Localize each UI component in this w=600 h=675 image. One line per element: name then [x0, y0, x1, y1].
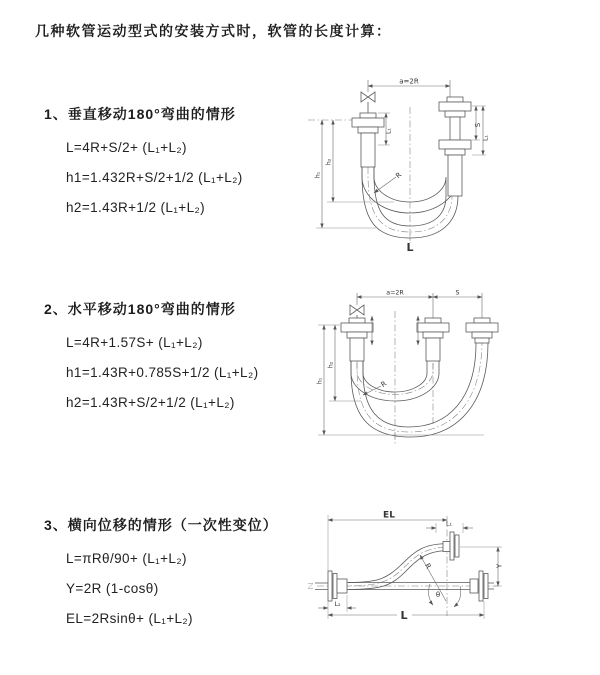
formula-h1: h1=1.43R+0.785S+1/2 (L₁+L₂) [66, 364, 259, 380]
right-fitting [439, 97, 471, 196]
section-2-heading: 2、水平移动180°弯曲的情形 [44, 301, 236, 317]
dimension-S [433, 290, 482, 298]
S-label: S [474, 122, 482, 128]
h2-label: h₂ [325, 158, 333, 166]
dimension-a2R [368, 78, 450, 98]
L1-label: L₁ [445, 520, 453, 528]
R-label: R [423, 562, 433, 571]
formula-h2: h2=1.43R+1/2 (L₁+L₂) [66, 199, 206, 215]
middle-fitting [417, 293, 449, 361]
R-label: R [394, 170, 404, 181]
formula-Y: Y=2R (1-cosθ) [66, 580, 159, 596]
left-fitting [352, 113, 384, 167]
formula-L: L=4R+1.57S+ (L₁+L₂) [66, 334, 203, 350]
section-1 [44, 104, 243, 222]
dimension-a2R [357, 290, 433, 298]
section-1-heading: 1、垂直移动180°弯曲的情形 [44, 106, 236, 122]
dimension-h1-h2 [317, 325, 485, 440]
right-fitting [466, 293, 498, 343]
dimension-L [328, 601, 484, 622]
right-flange [470, 571, 494, 601]
radius-angle-callout [420, 555, 461, 607]
diagram-horizontal-180-bend [303, 283, 598, 458]
L1-right-label: L₁ [482, 134, 490, 142]
dimension-S [472, 106, 490, 155]
diagram-lateral-displacement [303, 503, 598, 653]
section-3 [44, 515, 278, 633]
radius-callout [374, 171, 403, 193]
section-3-heading: 3、横向位移的情形（一次性变位） [44, 517, 278, 533]
page-title: 几种软管运动型式的安装方式时，软管的长度计算： [35, 23, 392, 39]
h1-label: h₁ [314, 171, 322, 179]
R-label: R [379, 379, 389, 390]
L-label: L [400, 609, 408, 622]
S-label: S [455, 289, 460, 297]
a2R-label: a=2R [386, 289, 404, 297]
formula-h2: h2=1.43R+S/2+1/2 (L₁+L₂) [66, 394, 235, 410]
formula-L: L=πRθ/90+ (L₁+L₂) [66, 550, 187, 566]
a2R-label: a=2R [399, 77, 419, 86]
EL-label: EL [383, 510, 395, 521]
theta-label: θ [435, 591, 441, 599]
L1-left-label: L₁ [385, 127, 393, 135]
formula-EL: EL=2Rsinθ+ (L₁+L₂) [66, 610, 193, 626]
h1-label: h₁ [316, 377, 324, 385]
dimension-L1 [426, 521, 473, 534]
hose-curves [351, 341, 488, 437]
centerline-break-mark [308, 584, 313, 589]
valve-icon [361, 80, 375, 113]
formula-h1: h1=1.432R+S/2+1/2 (L₁+L₂) [66, 169, 243, 185]
dimension-h1-h2 [315, 120, 395, 228]
Y-label: Y [495, 563, 504, 569]
section-2 [44, 299, 258, 417]
h2-label: h₂ [327, 361, 335, 369]
formula-L: L=4R+S/2+ (L₁+L₂) [66, 139, 187, 155]
L-label: L [406, 241, 414, 254]
L2-label: L₂ [334, 601, 341, 608]
diagram-vertical-180-bend [300, 65, 590, 255]
upper-flange [443, 532, 459, 560]
dimension-L [406, 233, 413, 254]
left-fitting [341, 318, 373, 361]
